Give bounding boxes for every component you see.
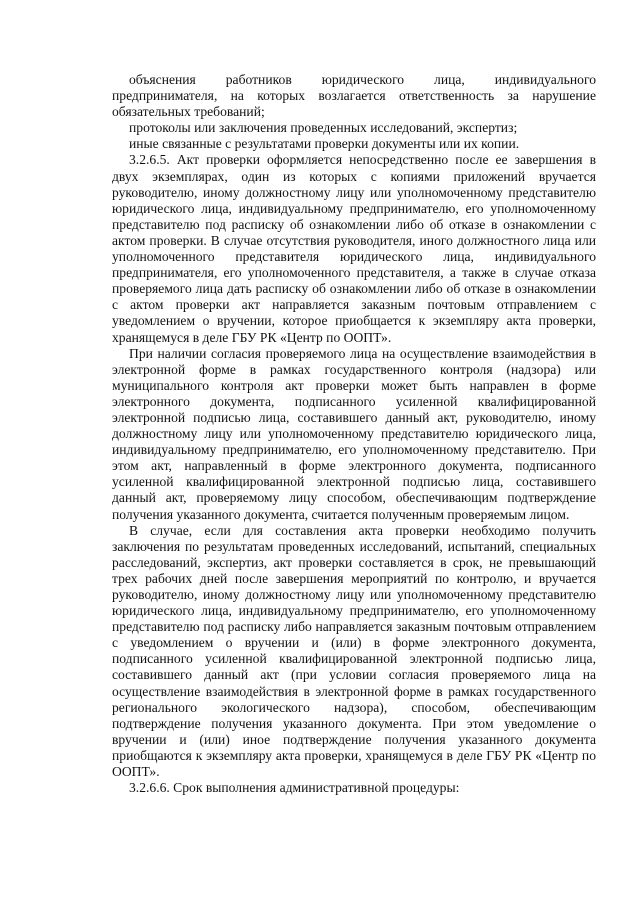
paragraph-electronic-consent: При наличии согласия проверяемого лица на осуществление взаимодействия в электронной форме в рамках государственного контроля (надзора) или муниципального контроля акт проверки может быть направлен в форме электронного документа, подписанного усиленной квалифицированной электронной подписью лица, составившего данный акт, руководителю, иному должностному лицу или уполномоченному представителю юридического лица, индивидуальному предпринимателю, его уполномоченному представителю. При этом акт, направленный в форме электронного документа, подписанного усиленной квалифицированной электронной подписью лица, составившего данный акт, проверяемому лицу способом, обеспечивающим подтверждение получения указанного документа, считается полученным проверяемым лицом. [112, 345, 596, 522]
document-page [112, 72, 596, 796]
paragraph-explanations: объяснения работников юридического лица, индивидуального предпринимателя, на которых возлагается ответственность за нарушение обязательных требований; [112, 72, 596, 120]
paragraph-protocols: протоколы или заключения проведенных исследований, экспертиз; [129, 120, 518, 136]
paragraph-3-2-6-5: 3.2.6.5. Акт проверки оформляется непосредственно после ее завершения в двух экземплярах, один из которых с копиями приложений вручается руководителю, иному должностному лицу или уполномоченному представителю юридического лица, индивидуальному предпринимателю, его уполномоченному представителю под расписку об ознакомлении либо об отказе в ознакомлении с актом проверки. В случае отсутствия руководителя, иного должностного лица или уполномоченного представителя юридического лица, индивидуального предпринимателя, его уполномоченного представителя, а также в случае отказа проверяемого лица дать расписку об ознакомлении либо об отказе в ознакомлении с актом проверки акт направляется заказным почтовым отправлением с уведомлением о вручении, которое приобщается к экземпляру акта проверки, хранящемуся в деле ГБУ РК «Центр по ООПТ». [112, 152, 596, 345]
paragraph-other-documents: иные связанные с результатами проверки документы или их копии. [129, 136, 520, 152]
paragraph-3-2-6-6: 3.2.6.6. Срок выполнения административной процедуры: [129, 780, 460, 796]
paragraph-expert-conclusions: В случае, если для составления акта проверки необходимо получить заключения по результатам проведенных исследований, испытаний, специальных расследований, экспертиз, акт проверки составляется в срок, не превышающий трех рабочих дней после завершения мероприятий по контролю, и вручается руководителю, иному должностному лицу или уполномоченному представителю юридического лица, индивидуальному предпринимателю, его уполномоченному представителю под расписку либо направляется заказным почтовым отправлением с уведомлением о вручении и (или) в форме электронного документа, подписанного усиленной квалифицированной электронной подписью лица, составившего данный акт (при условии согласия проверяемого лица на осуществление взаимодействия в электронной форме в рамках государственного регионального экологического надзора), способом, обеспечивающим подтверждение получения указанного документа. При этом уведомление о вручении и (или) иное подтверждение получения указанного документа приобщаются к экземпляру акта проверки, хранящемуся в деле ГБУ РК «Центр по ООПТ». [112, 522, 596, 780]
